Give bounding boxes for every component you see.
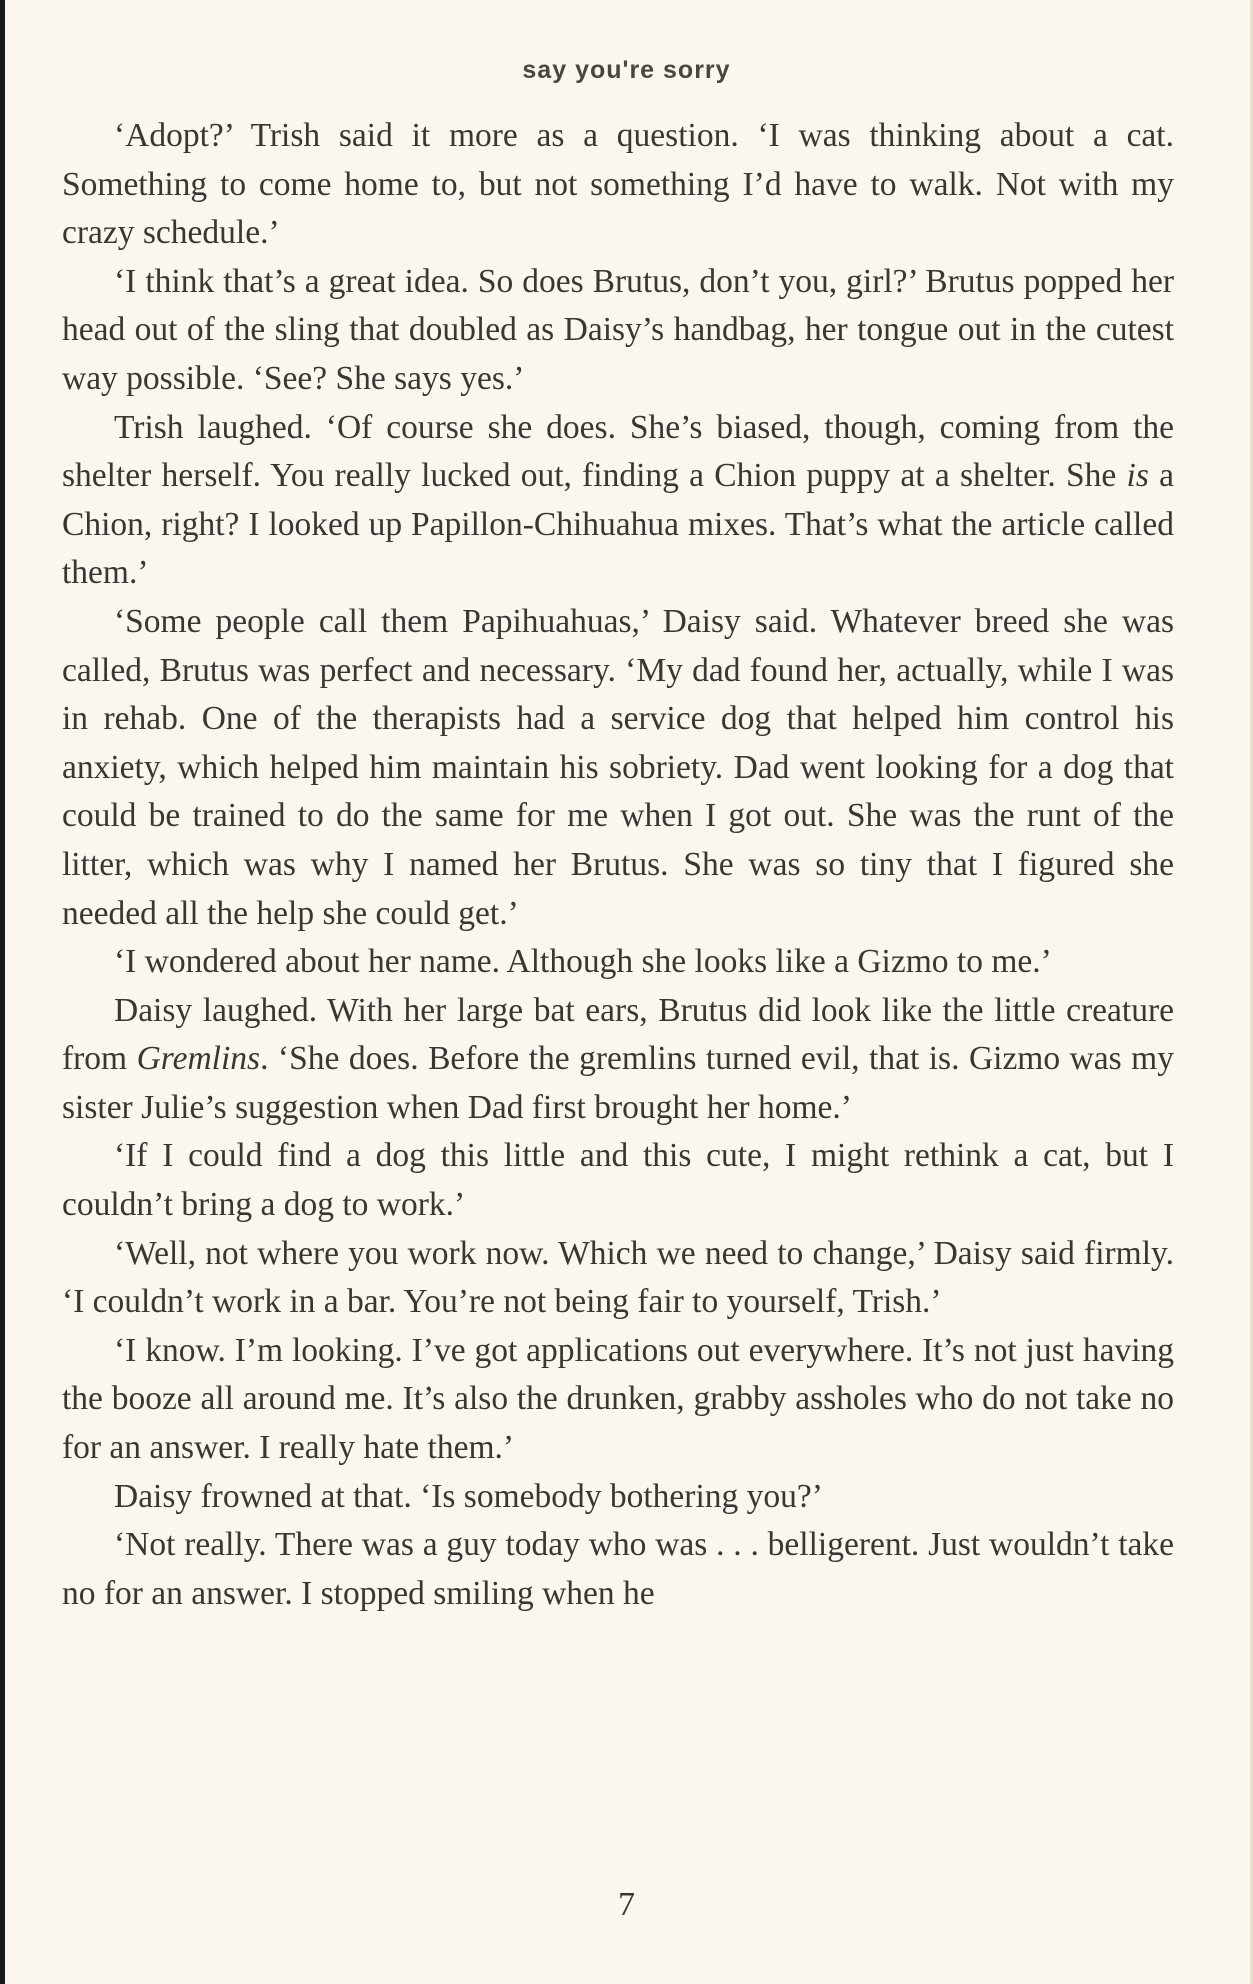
paragraph — [62, 404, 1174, 598]
text-run: ‘Well, not where you work now. Which we need to change,’ Daisy said firmly. ‘I couldn’t work in a bar. You’re not being fair to yourself, Trish.’ — [62, 1234, 1174, 1321]
text-run: ‘I know. I’m looking. I’ve got applications out everywhere. It’s not just having the booze all around me. It’s also the drunken, grabby assholes who do not take no for an answer. I really hate them.’ — [62, 1331, 1174, 1467]
paragraph — [62, 258, 1174, 404]
running-head: say you're sorry — [522, 56, 731, 84]
page-edge-left — [0, 0, 5, 1984]
paragraph — [62, 1473, 1174, 1522]
body-text — [62, 112, 1174, 1618]
paragraph — [62, 938, 1174, 987]
paragraph — [62, 987, 1174, 1133]
page-number: 7 — [618, 1886, 635, 1923]
paragraph — [62, 598, 1174, 938]
text-run: Daisy frowned at that. ‘Is somebody bothering you?’ — [114, 1477, 823, 1515]
text-run: a Chion, right? I looked up Papillon-Chihuahua mixes. That’s what the article called them.’ — [62, 457, 1174, 592]
text-run: ‘Adopt?’ Trish said it more as a question. ‘I was thinking about a cat. Something to come home to, but not something I’d have to walk. Not with my crazy schedule.’ — [62, 117, 1174, 252]
text-run: ‘Some people call them Papihuahuas,’ Daisy said. Whatever breed she was called, Brutus was perfect and necessary. ‘My dad found her, actually, while I was in rehab. One of the therapists had a service dog that helped him control his anxiety, which helped him maintain his sobriety. Dad went looking for a dog that could be trained to do the same for me when I got out. She was the runt of the litter, which was why I named her Brutus. She was so tiny that I figured she needed all the help she could get.’ — [62, 602, 1174, 932]
paragraph — [62, 1521, 1174, 1618]
paragraph — [62, 1132, 1174, 1229]
text-run: Daisy laughed. With her large bat ears, Brutus did look like the little creature from — [62, 991, 1174, 1078]
paragraph — [62, 1230, 1174, 1327]
text-run: ‘I think that’s a great idea. So does Brutus, don’t you, girl?’ Brutus popped her head out of the sling that doubled as Daisy’s handbag, her tongue out in the cutest way possible. ‘See? She says yes.’ — [62, 262, 1174, 397]
text-run: ‘I wondered about her name. Although she looks like a Gizmo to me.’ — [114, 943, 1052, 981]
italic-text: Gremlins — [136, 1040, 261, 1078]
italic-text: is — [1126, 457, 1149, 495]
text-run: ‘Not really. There was a guy today who was . . . belligerent. Just wouldn’t take no for an answer. I stopped smiling when he — [62, 1526, 1174, 1612]
text-run: ‘If I could find a dog this little and this cute, I might rethink a cat, but I couldn’t bring a dog to work.’ — [62, 1137, 1174, 1224]
text-run: Trish laughed. ‘Of course she does. She’s biased, though, coming from the shelter herself. You really lucked out, finding a Chion puppy at a shelter. She — [62, 408, 1174, 495]
paragraph — [62, 112, 1174, 258]
text-run: . ‘She does. Before the gremlins turned evil, that is. Gizmo was my sister Julie’s suggestion when Dad first brought her home.’ — [62, 1040, 1174, 1126]
paragraph — [62, 1327, 1174, 1473]
